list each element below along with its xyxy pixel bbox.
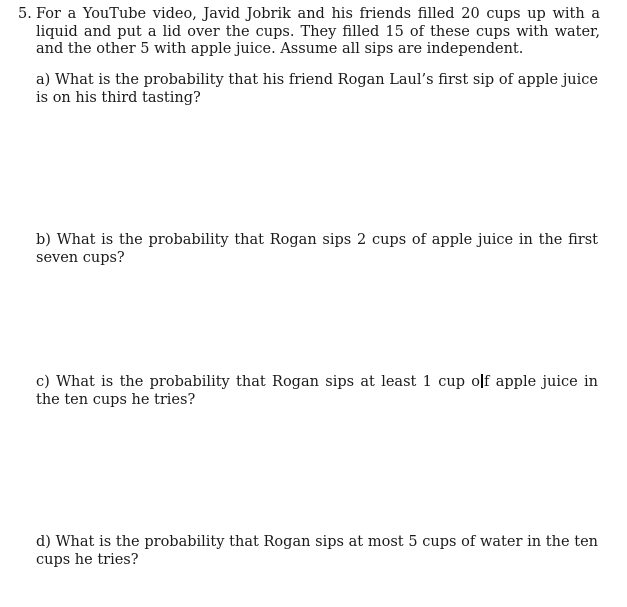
text-cursor bbox=[481, 374, 483, 388]
part-d bbox=[36, 534, 598, 569]
problem-intro bbox=[18, 6, 600, 59]
part-c-text-before-cursor: c) What is the probability that Rogan sips at least 1 cup o bbox=[36, 374, 481, 390]
problem-5 bbox=[18, 6, 600, 59]
part-c-text-after-cursor: f apple juice in the ten cups he tries? bbox=[36, 374, 598, 408]
problem-intro-text: For a YouTube video, Javid Jobrik and his friends filled 20 cups up with a liquid and put a lid over the cups. They filled 15 of these cups with water, and the other 5 with apple juice. Assume all sips are independent. bbox=[36, 6, 600, 57]
part-b bbox=[36, 232, 598, 267]
problem-number: 5. bbox=[18, 6, 32, 22]
part-b-text: b) What is the probability that Rogan sips 2 cups of apple juice in the first seven cups? bbox=[36, 232, 598, 266]
part-a bbox=[36, 72, 598, 107]
part-a-text: a) What is the probability that his friend Rogan Laul’s first sip of apple juice is on his third tasting? bbox=[36, 72, 598, 106]
part-d-text: d) What is the probability that Rogan sips at most 5 cups of water in the ten cups he tries? bbox=[36, 534, 598, 568]
part-c bbox=[36, 374, 598, 409]
